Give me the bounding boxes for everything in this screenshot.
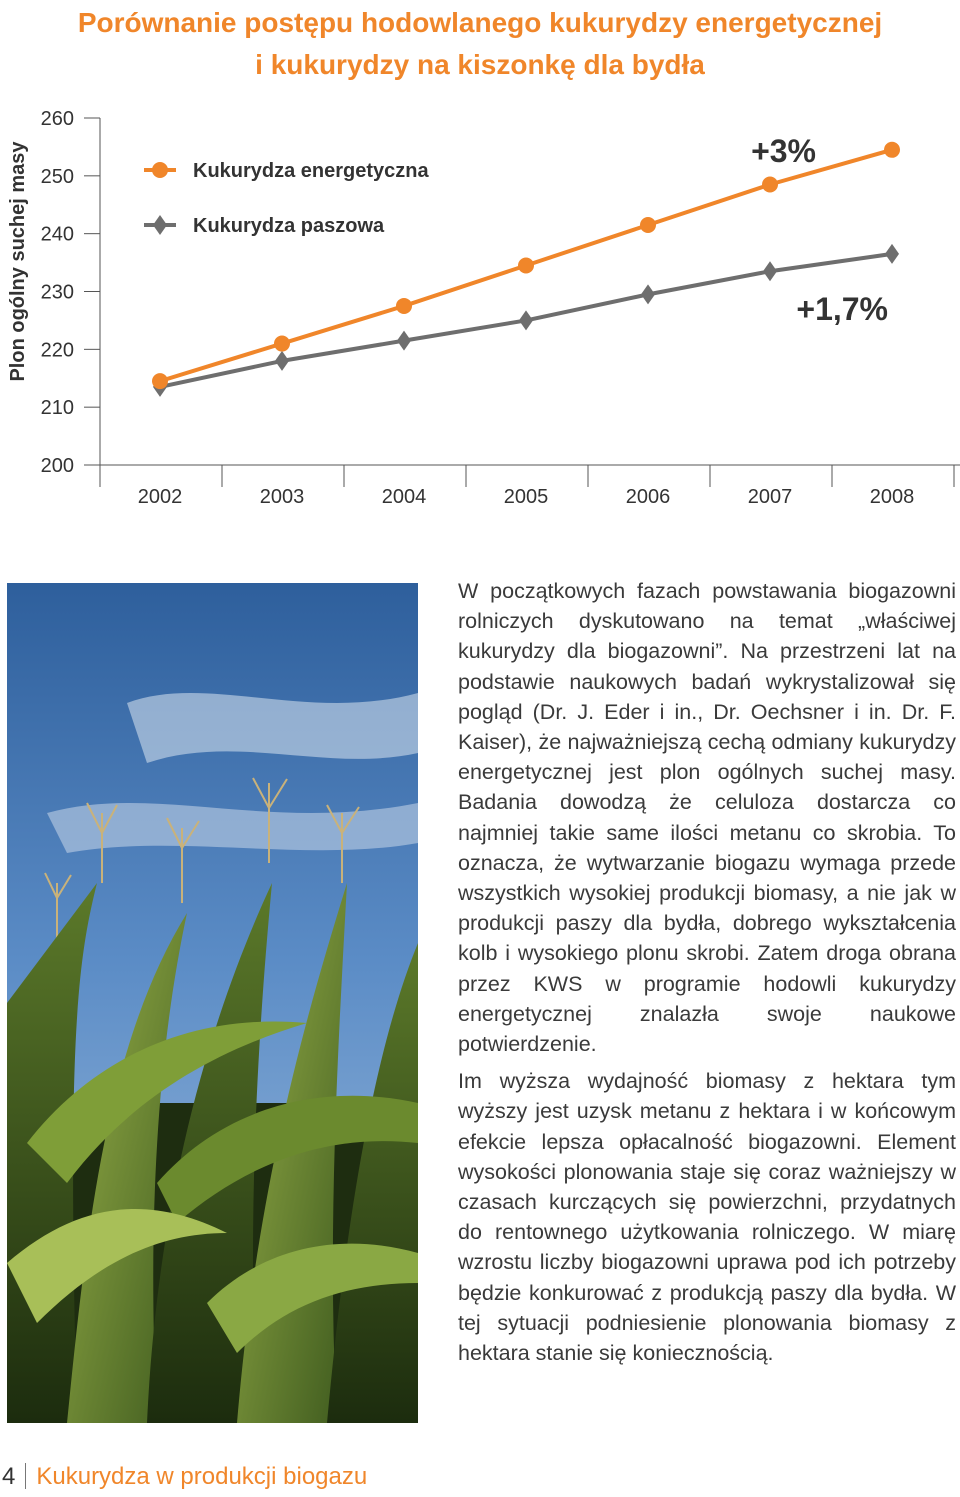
data-point	[518, 257, 534, 273]
page-number: 4	[2, 1463, 16, 1490]
x-tick-label: 2006	[625, 486, 671, 508]
y-tick-label: 230	[40, 281, 74, 304]
legend-label: Kukurydza energetyczna	[193, 160, 429, 182]
footer-title: Kukurydza w produkcji biogazu	[36, 1463, 368, 1490]
line-chart	[0, 90, 960, 520]
article-text	[458, 576, 956, 1375]
x-tick-label: 2007	[747, 486, 793, 508]
page-footer	[2, 1460, 367, 1494]
data-point	[884, 142, 900, 158]
y-axis-label: Plon ogólny suchej masy	[7, 141, 29, 382]
data-point	[274, 336, 290, 352]
y-tick-label: 260	[40, 108, 74, 130]
y-tick-label: 220	[40, 339, 74, 362]
growth-label-paszowa: +1,7%	[796, 291, 888, 327]
page-title	[0, 2, 960, 86]
data-point	[519, 310, 533, 330]
growth-label-energetyczna: +3%	[751, 133, 816, 169]
y-tick-label: 240	[40, 223, 74, 246]
footer-divider	[25, 1463, 26, 1489]
x-tick-label: 2002	[137, 486, 183, 508]
x-tick-label: 2008	[869, 486, 915, 508]
corn-field-image	[7, 583, 418, 1423]
y-tick-label: 250	[40, 165, 74, 188]
data-point	[397, 331, 411, 351]
data-point	[885, 244, 899, 264]
x-tick-label: 2004	[381, 486, 427, 508]
data-point	[152, 373, 168, 389]
x-tick-label: 2003	[259, 486, 305, 508]
y-tick-label: 210	[40, 397, 74, 420]
data-point	[640, 217, 656, 233]
legend-marker	[152, 162, 168, 178]
data-point	[762, 177, 778, 193]
x-tick-label: 2005	[503, 486, 549, 508]
legend-label: Kukurydza paszowa	[193, 215, 385, 237]
legend-marker	[153, 215, 167, 235]
corn-field-photo	[7, 583, 418, 1423]
data-point	[396, 298, 412, 314]
data-point	[641, 284, 655, 304]
data-point	[275, 351, 289, 371]
y-tick-label: 200	[40, 455, 74, 477]
paragraph-2: Im wyższa wydajność biomasy z hektara tym wyższy jest uzysk metanu z hektara i w końcowym efekcie lepsza opłacalność biogazowni. Element wysokości plonowania staje się coraz ważniejszy w czasach kurczących się powierzchni, przydatnych do rentownego użytkowania rolniczego. W miarę wzrostu liczby biogazowni uprawa pod ich potrzeby będzie konkurować z produkcją paszy dla bydła. W tej sytuacji podniesienie plonowania biomasy z hektara stanie się koniecznością.	[458, 1069, 956, 1366]
data-point	[763, 261, 777, 281]
page-title-line-1: Porównanie postępu hodowlanego kukurydzy energetycznej	[77, 7, 883, 38]
paragraph-1: W początkowych fazach powstawania biogazowni rolniczych dyskutowano na temat „właściwej kukurydzy dla biogazowni”. Na przestrzeni lat na podstawie naukowych badań wykrystalizował się pogląd (Dr. J. Eder i in., Dr. Oechsner i in. Dr. F. Kaiser), że najważniejszą cechą odmiany kukurydzy energetycznej jest plon ogólnych suchej masy. Badania dowodzą że celuloza dostarcza co najmniej takie same ilości metanu co skrobia. To oznacza, że wytwarzanie biogazu wymaga przede wszystkich wysokiej produkcji biomasy, a nie jak w produkcji paszy dla bydła, dobrego wykształcenia kolb i wysokiego plonu skrobi. Zatem droga obrana przez KWS w programie hodowli kukurydzy energetycznej znalazła swoje naukowe potwierdzenie.	[458, 579, 956, 1057]
page-title-line-2: i kukurydzy na kiszonkę dla bydła	[255, 49, 705, 80]
